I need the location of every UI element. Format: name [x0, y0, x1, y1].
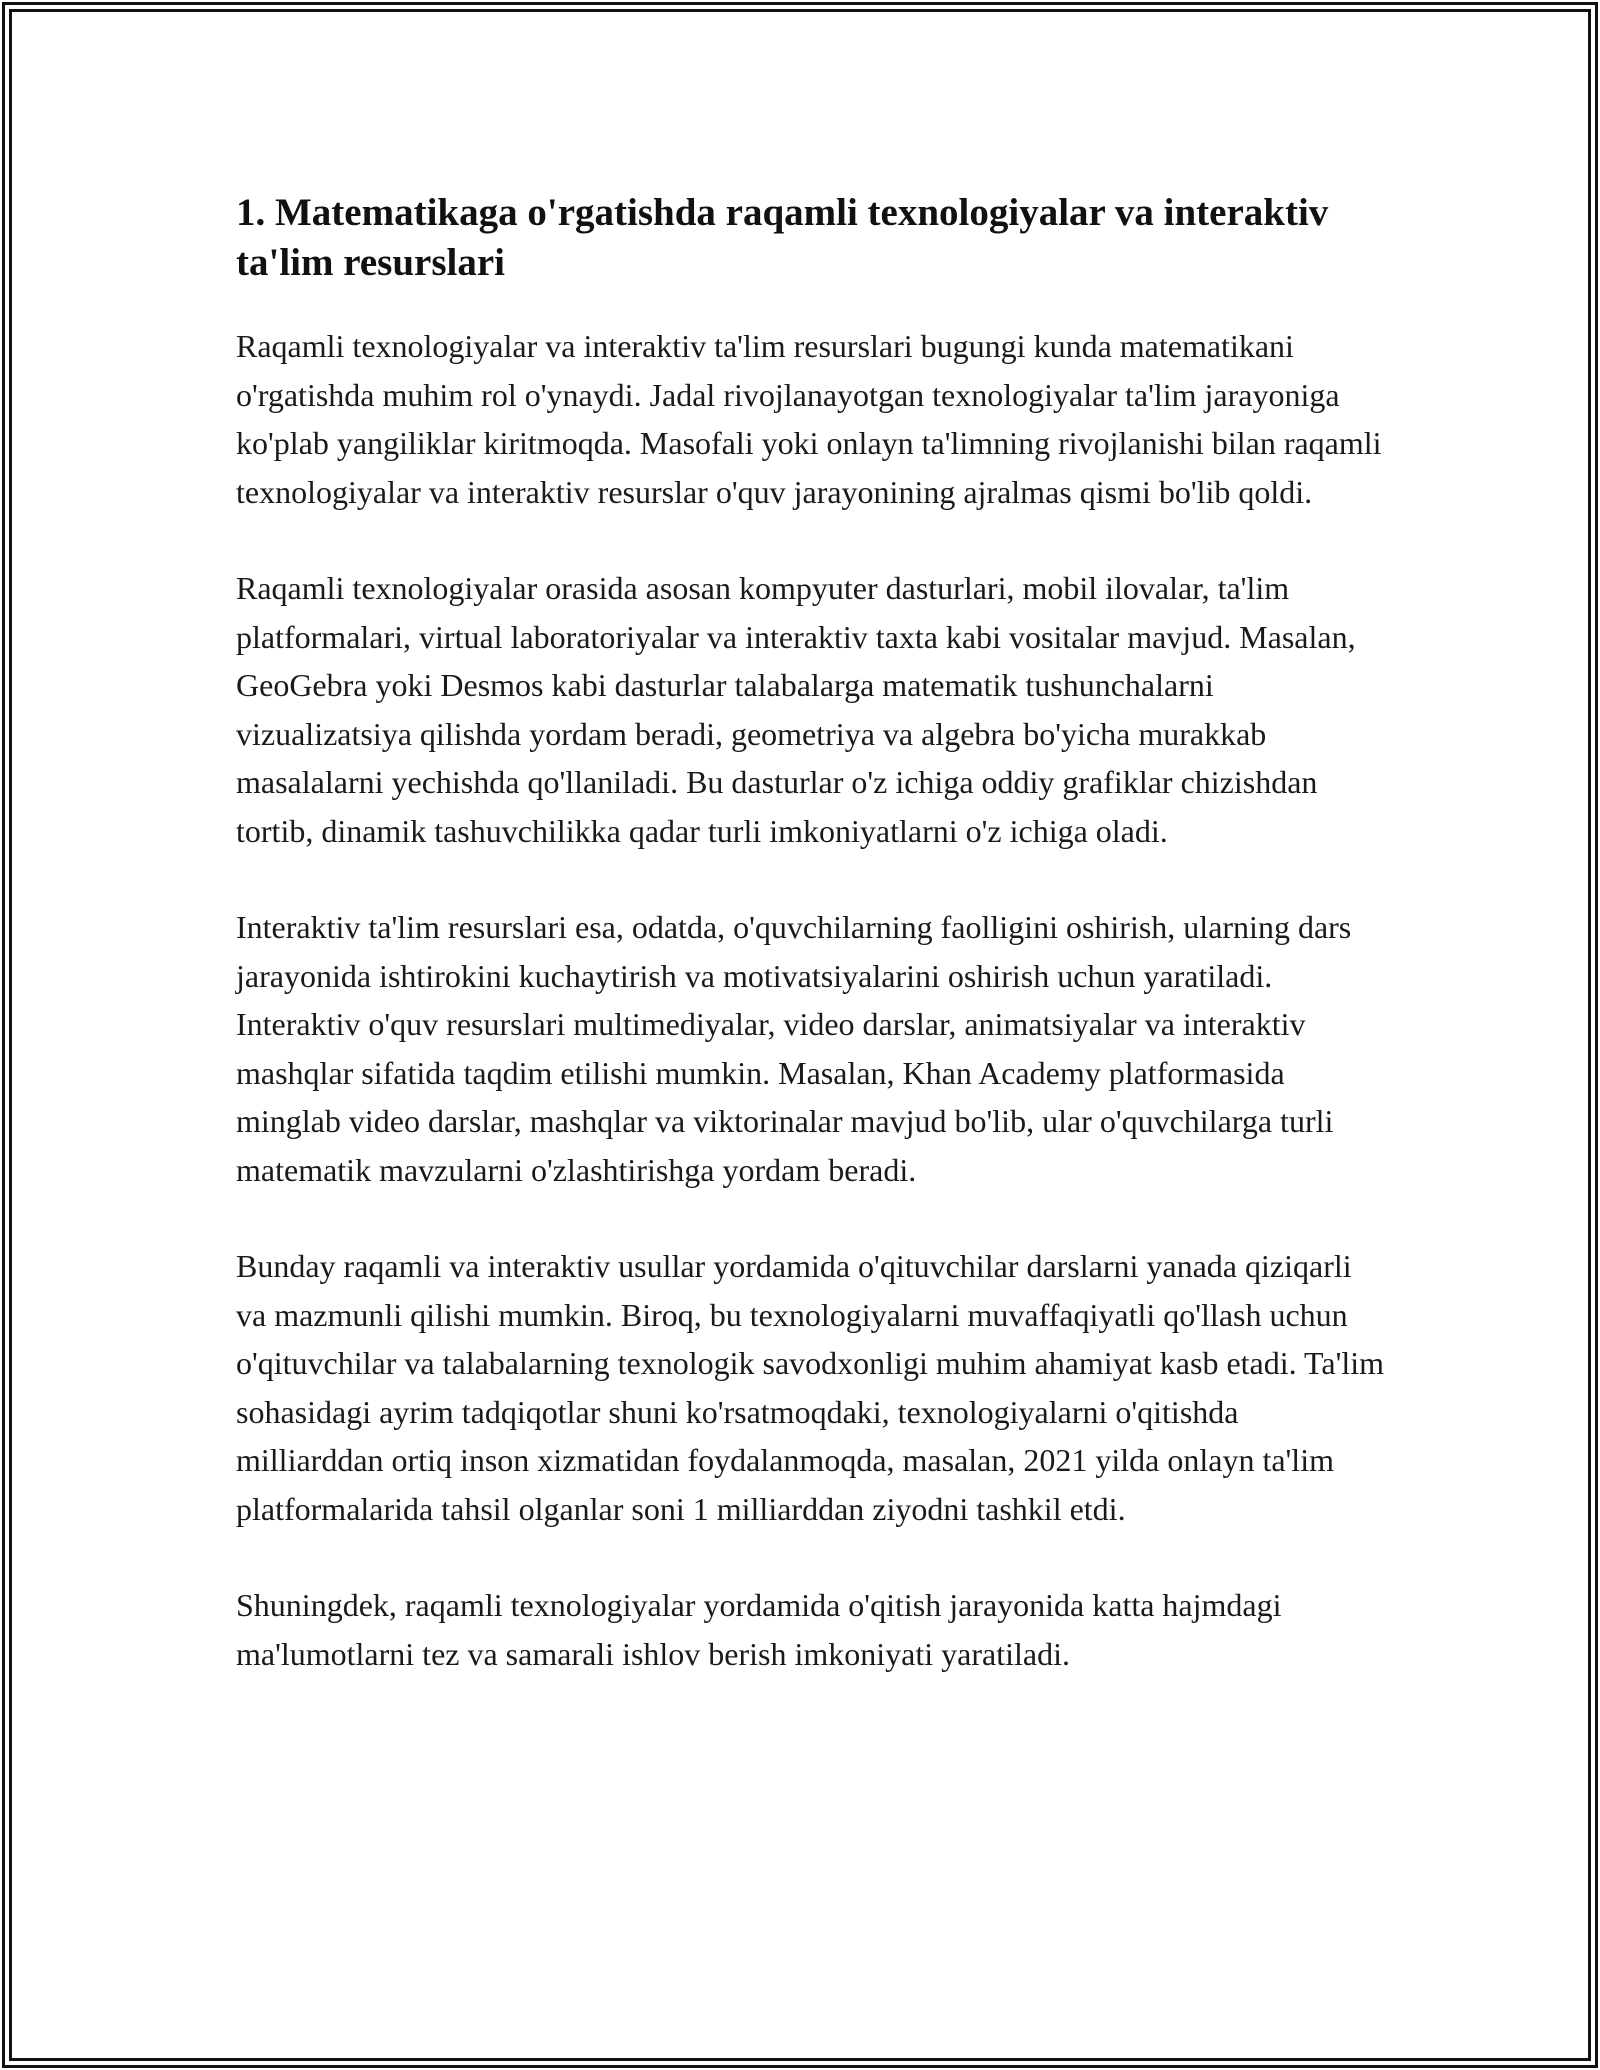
document-body	[236, 188, 1386, 1726]
paragraph-1: Raqamli texnologiyalar va interaktiv ta'lim resurslari bugungi kunda matematikani o'rgatishda muhim rol o'ynaydi. Jadal rivojlanayotgan texnologiyalar ta'lim jarayoniga ko'plab yangiliklar kiritmoqda. Masofali yoki onlayn ta'limning rivojlanishi bilan raqamli texnologiyalar va interaktiv resurslar o'quv jarayonining ajralmas qismi bo'lib qoldi.	[236, 328, 1382, 510]
paragraph-3: Interaktiv ta'lim resurslari esa, odatda, o'quvchilarning faolligini oshirish, ularning dars jarayonida ishtirokini kuchaytirish va motivatsiyalarini oshirish uchun yaratiladi. Interaktiv o'quv resurslari multimediyalar, video darslar, animatsiyalar va interaktiv mashqlar sifatida taqdim etilishi mumkin. Masalan, Khan Academy platformasida minglab video darslar, mashqlar va viktorinalar mavjud bo'lib, ular o'quvchilarga turli matematik mavzularni o'zlashtirishga yordam beradi.	[236, 909, 1352, 1188]
paragraph-4: Bunday raqamli va interaktiv usullar yordamida o'qituvchilar darslarni yanada qiziqarli va mazmunli qilishi mumkin. Biroq, bu texnologiyalarni muvaffaqiyatli qo'llash uchun o'qituvchilar va talabalarning texnologik savodxonligi muhim ahamiyat kasb etadi. Ta'lim sohasidagi ayrim tadqiqotlar shuni ko'rsatmoqdaki, texnologiyalarni o'qitishda milliarddan ortiq inson xizmatidan foydalanmoqda, masalan, 2021 yilda onlayn ta'lim platformalarida tahsil olganlar soni 1 milliarddan ziyodni tashkil etdi.	[236, 1248, 1384, 1527]
section-heading: 1. Matematikaga o'rgatishda raqamli texnologiyalar va interaktiv ta'lim resurslari	[236, 191, 1329, 284]
paragraph-2: Raqamli texnologiyalar orasida asosan kompyuter dasturlari, mobil ilovalar, ta'lim platformalari, virtual laboratoriyalar va interaktiv taxta kabi vositalar mavjud. Masalan, GeoGebra yoki Desmos kabi dasturlar talabalarga matematik tushunchalarni vizualizatsiya qilishda yordam beradi, geometriya va algebra bo'yicha murakkab masalalarni yechishda qo'llaniladi. Bu dasturlar o'z ichiga oddiy grafiklar chizishdan tortib, dinamik tashuvchilikka qadar turli imkoniyatlarni o'z ichiga oladi.	[236, 570, 1356, 849]
paragraph-5: Shuningdek, raqamli texnologiyalar yordamida o'qitish jarayonida katta hajmdagi ma'lumotlarni tez va samarali ishlov berish imkoniyati yaratiladi.	[236, 1587, 1282, 1672]
